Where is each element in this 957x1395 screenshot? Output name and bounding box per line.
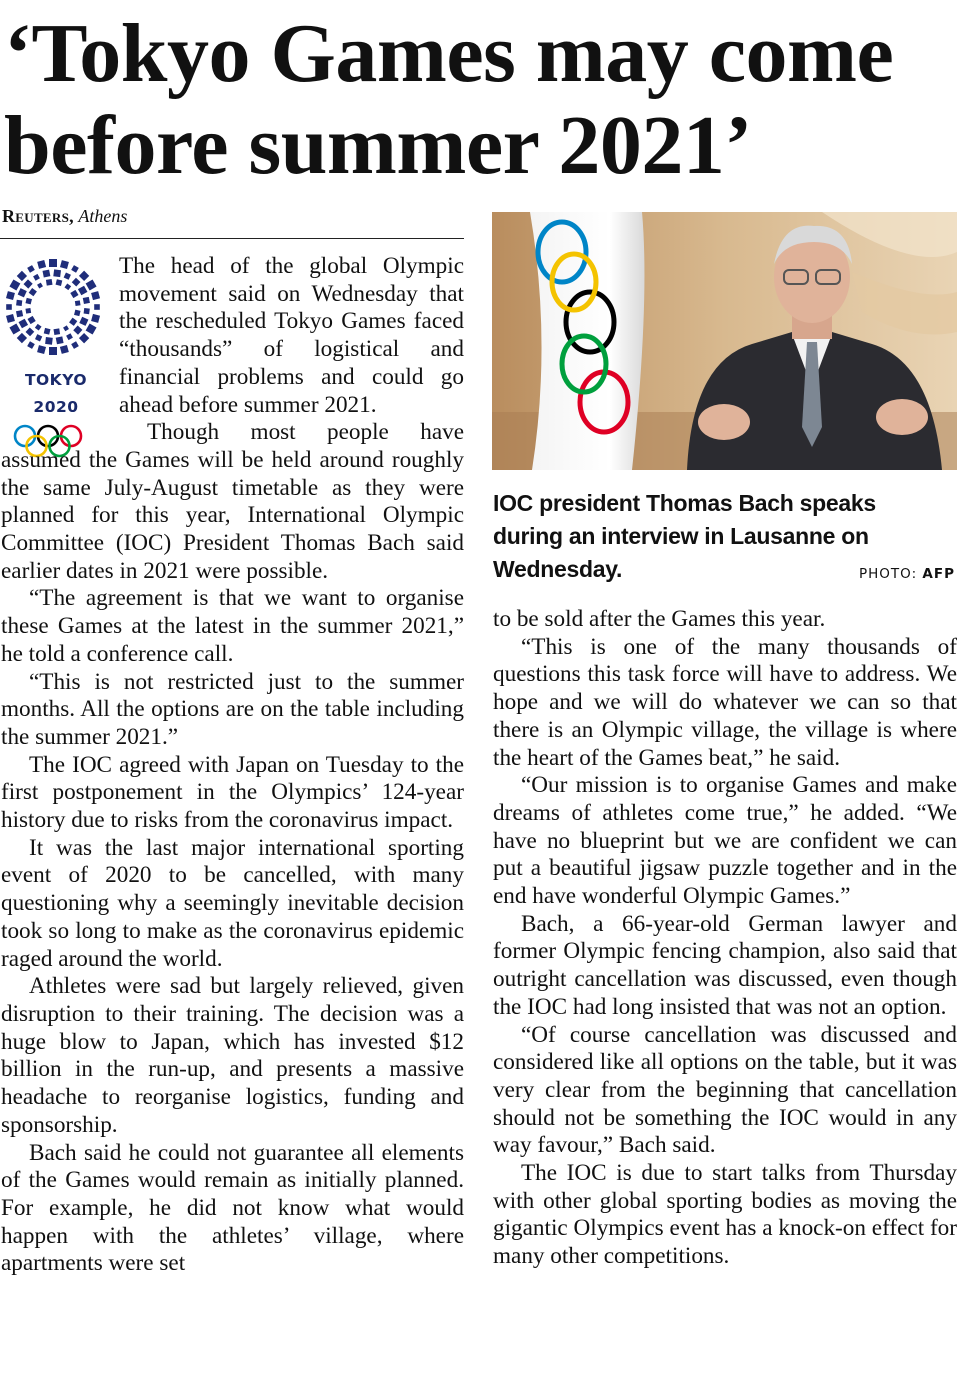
logo-label: TOKYO 2020 bbox=[24, 370, 88, 417]
photo-thomas-bach bbox=[492, 212, 957, 470]
paragraph: “This is not restricted just to the summer months. All the options are on the table including the summer 2021.” bbox=[1, 668, 464, 750]
tokyo-2020-emblem-icon bbox=[1, 255, 105, 359]
byline-place: Athens bbox=[78, 206, 128, 226]
paragraph: Bach, a 66-year-old German lawyer and former Olympic fencing champion, also said that outright cancellation was discussed, even though the IOC had long insisted that was not an option. bbox=[493, 910, 957, 1020]
photo-credit-source: AFP bbox=[922, 566, 955, 582]
paragraph: “Of course cancellation was discussed and considered like all options on the table, but it was very clear from the beginning that cancellation should not be something the IOC would in any way favour,” Bach said. bbox=[493, 1021, 957, 1159]
paragraph: to be sold after the Games this year. bbox=[493, 606, 826, 632]
tokyo-2020-logo bbox=[1, 255, 111, 423]
paragraph: Bach said he could not guarantee all elements of the Games would remain as initially planned. For example, he did not know what would happen with the athletes’ village, where apartments were set bbox=[1, 1139, 464, 1277]
byline bbox=[2, 206, 127, 227]
article-column-1 bbox=[1, 253, 464, 1278]
paragraph: It was the last major international sporting event of 2020 to be cancelled, with many questioning why a seemingly inevitable decision took so long to make as the coronavirus epidemic raged around the world. bbox=[1, 834, 464, 972]
paragraph: Though most people have assumed the Games will be held around roughly the same July-August timetable as they were planned for this year, International Olympic Committee (IOC) President Thomas Bach said earlier dates in 2021 were possible. bbox=[1, 419, 464, 584]
paragraph: The head of the global Olympic movement said on Wednesday that the rescheduled Tokyo Games faced “thousands” of logistical and financial problems and could go ahead before summer 2021. bbox=[119, 253, 464, 418]
photo-credit bbox=[859, 566, 955, 582]
paragraph: “This is one of the many thousands of questions this task force will have to address. We hope and we will do whatever we can so that there is an Olympic village, the village is where the heart of the Games beat,” he said. bbox=[493, 633, 957, 771]
paragraph: Athletes were sad but largely relieved, given disruption to their training. The decision was a huge blow to Japan, which has invested $12 billion in the run-up, and presents a massive headache to reorganise logistics, funding and sponsorship. bbox=[1, 973, 464, 1138]
headline: ‘Tokyo Games may come before summer 2021’ bbox=[4, 7, 894, 192]
photo-credit-label: PHOTO: bbox=[859, 566, 918, 582]
photo-illustration bbox=[492, 212, 957, 470]
paragraph: The IOC agreed with Japan on Tuesday to the first postponement in the Olympics’ 124-year history due to risks from the coronavirus impact. bbox=[1, 751, 464, 834]
paragraph: The IOC is due to start talks from Thursday with other global sporting bodies as moving the gigantic Olympics event has a knock-on effect for many other competitions. bbox=[493, 1160, 957, 1270]
paragraph: “The agreement is that we want to organise these Games at the latest in the summer 2021,” he told a conference call. bbox=[1, 585, 464, 667]
article-column-2 bbox=[493, 606, 957, 1271]
photo-caption: IOC president Thomas Bach speaks during an interview in Lausanne on Wednesday. bbox=[493, 490, 876, 582]
paragraph: “Our mission is to organise Games and make dreams of athletes come true,” he added. “We have no blueprint but we are confident we can put a beautiful jigsaw puzzle together and in the end have wonderful Olympic Games.” bbox=[493, 772, 957, 910]
byline-agency: Reuters, bbox=[2, 206, 74, 226]
byline-rule bbox=[0, 238, 464, 239]
